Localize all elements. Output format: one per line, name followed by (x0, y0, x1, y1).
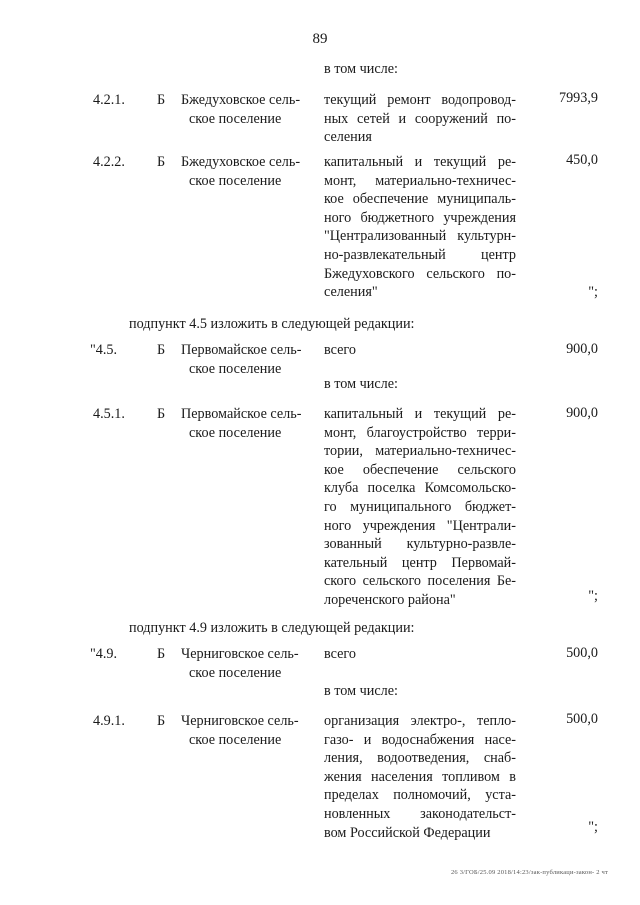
row-description: зованный культурно-развле- (324, 536, 516, 553)
row-code: Б (157, 713, 166, 729)
row-number: 4.2.2. (93, 154, 125, 170)
subhead-1: в том числе: (324, 61, 398, 77)
row-settlement-name: ское поселение (189, 424, 282, 441)
row-settlement-name: Первомайское сель- (181, 406, 302, 422)
row-description: газо- и водоснабжения насе- (324, 731, 516, 748)
row-description: селения (324, 129, 372, 146)
row-description: но-развлекательный центр (324, 247, 516, 263)
row-description: ного бюджетного учреждения (324, 209, 516, 226)
row-description: "Централизованный культурн- (324, 228, 516, 245)
row-closing-quote: "; (588, 284, 598, 301)
subhead-2: в том числе: (324, 376, 398, 392)
row-description: текущий ремонт водопровод- (324, 92, 516, 108)
row-amount: 900,0 (566, 341, 598, 357)
row-amount: 7993,9 (558, 90, 598, 106)
row-description: монт, благоустройство терри- (324, 424, 516, 441)
row-description: ного учреждения "Централи- (324, 517, 516, 534)
row-description: клуба поселка Комсомольско- (324, 480, 516, 497)
row-description: ления, водоотведения, снаб- (324, 750, 516, 767)
instruction-paragraph: подпункт 4.5 изложить в следующей редакции: (129, 316, 415, 332)
row-description: кое обеспечение муниципаль- (324, 191, 516, 208)
row-settlement-name: ское поселение (189, 664, 282, 681)
row-code: Б (157, 342, 166, 358)
row-description: вом Российской Федерации (324, 824, 491, 841)
row-closing-quote: "; (588, 588, 598, 604)
row-number: 4.9.1. (93, 713, 125, 729)
subhead-3: в том числе: (324, 683, 398, 699)
row-description: капитальный и текущий ре- (324, 154, 516, 170)
row-description: всего (324, 342, 356, 358)
row-settlement-name: Бжедуховское сель- (181, 92, 301, 108)
page-number: 89 (312, 31, 328, 47)
row-amount: 500,0 (566, 711, 598, 727)
row-description: ского сельского поселения Бе- (324, 573, 516, 590)
row-description: кательный центр Первомай- (324, 554, 516, 571)
row-amount: 450,0 (566, 152, 598, 168)
row-settlement-name: ское поселение (189, 731, 282, 748)
row-closing-quote: "; (588, 819, 598, 835)
instruction-paragraph: подпункт 4.9 изложить в следующей редакции: (129, 620, 415, 636)
row-amount: 900,0 (566, 405, 598, 421)
row-description: монт, материально-техничес- (324, 172, 516, 189)
row-description: тории, материально-техничес- (324, 443, 516, 460)
row-amount: 500,0 (566, 645, 598, 661)
row-description: новленных законодательст- (324, 806, 516, 822)
row-description: организация электро-, тепло- (324, 713, 516, 729)
row-number: "4.5. (90, 342, 118, 358)
row-settlement-name: Бжедуховское сель- (181, 154, 301, 170)
row-description: го муниципального бюджет- (324, 499, 516, 515)
row-code: Б (157, 154, 166, 170)
row-code: Б (157, 92, 166, 108)
row-description: селения" (324, 284, 378, 301)
row-settlement-name: Первомайское сель- (181, 342, 302, 358)
row-description: пределах полномочий, уста- (324, 787, 516, 804)
row-description: Бжедуховского сельского по- (324, 265, 516, 282)
row-description: жения населения топливом в (324, 768, 516, 785)
row-settlement-name: Черниговское сель- (181, 646, 299, 662)
row-settlement-name: ское поселение (189, 110, 282, 127)
row-description: кое обеспечение сельского (324, 461, 516, 478)
row-settlement-name: Черниговское сель- (181, 713, 299, 729)
row-description: лореченского района" (324, 592, 456, 608)
row-number: 4.5.1. (93, 406, 125, 422)
row-number: "4.9. (90, 646, 118, 662)
row-settlement-name: ское поселение (189, 172, 282, 189)
row-description: всего (324, 646, 356, 662)
row-description: ных сетей и сооружений по- (324, 110, 516, 127)
row-number: 4.2.1. (93, 92, 125, 108)
row-description: капитальный и текущий ре- (324, 406, 516, 422)
row-code: Б (157, 646, 166, 662)
row-code: Б (157, 406, 166, 422)
row-settlement-name: ское поселение (189, 360, 282, 377)
footer-code: 26 3/ГОБ/25.09 2018/14:23/зак-публикаци-закон- 2 чт (450, 869, 608, 876)
